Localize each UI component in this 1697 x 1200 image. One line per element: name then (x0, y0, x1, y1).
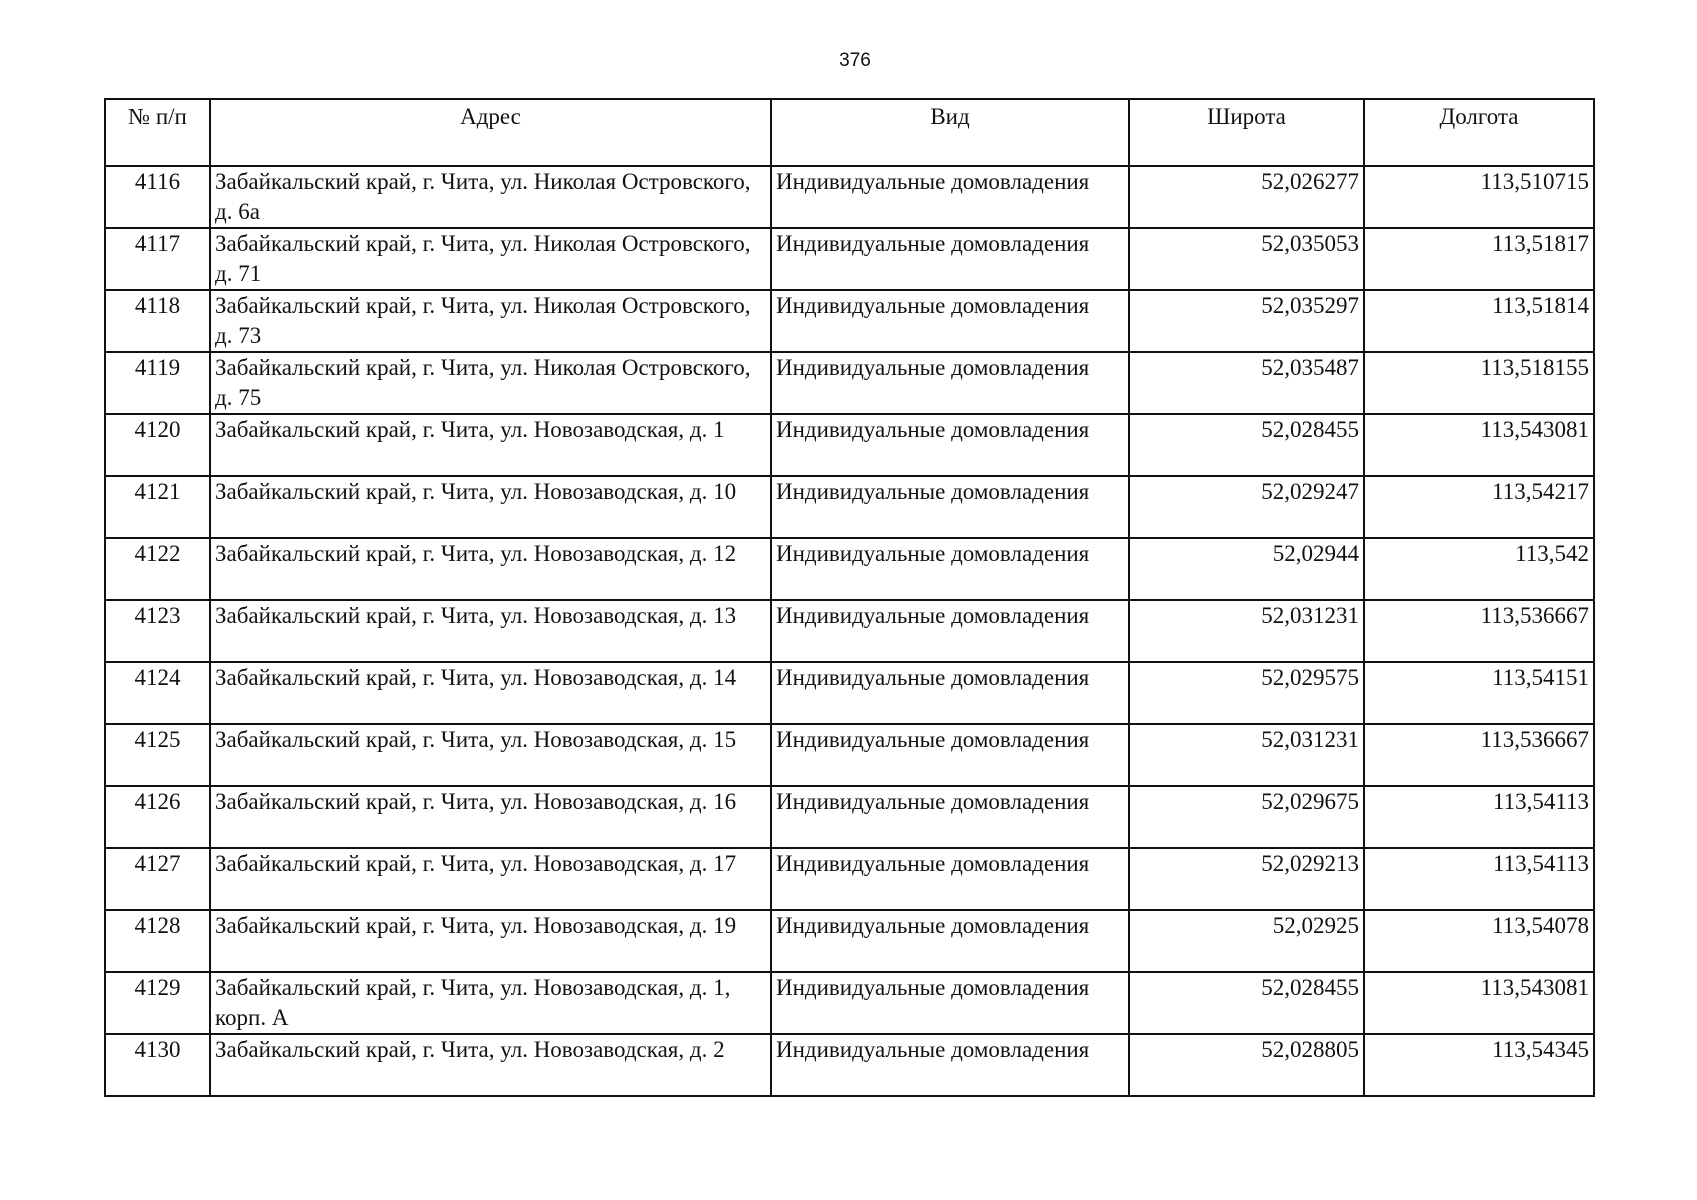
cell-longitude: 113,543081 (1364, 414, 1594, 476)
table-row (105, 166, 1594, 228)
cell-kind: Индивидуальные домовладения (771, 600, 1129, 662)
cell-longitude: 113,51814 (1364, 290, 1594, 352)
cell-kind: Индивидуальные домовладения (771, 724, 1129, 786)
cell-kind: Индивидуальные домовладения (771, 476, 1129, 538)
cell-number: 4117 (105, 228, 210, 290)
cell-kind: Индивидуальные домовладения (771, 290, 1129, 352)
cell-latitude: 52,028455 (1129, 972, 1364, 1034)
cell-address: Забайкальский край, г. Чита, ул. Новозаводская, д. 16 (210, 786, 771, 848)
cell-number: 4119 (105, 352, 210, 414)
cell-kind: Индивидуальные домовладения (771, 228, 1129, 290)
cell-latitude: 52,035487 (1129, 352, 1364, 414)
cell-number: 4128 (105, 910, 210, 972)
table-row (105, 290, 1594, 352)
cell-address: Забайкальский край, г. Чита, ул. Новозаводская, д. 19 (210, 910, 771, 972)
header-latitude: Широта (1129, 99, 1364, 166)
cell-latitude: 52,029247 (1129, 476, 1364, 538)
cell-number: 4124 (105, 662, 210, 724)
cell-address: Забайкальский край, г. Чита, ул. Новозаводская, д. 17 (210, 848, 771, 910)
page-number: 376 (839, 50, 871, 71)
cell-address: Забайкальский край, г. Чита, ул. Новозаводская, д. 1, корп. А (210, 972, 771, 1034)
cell-kind: Индивидуальные домовладения (771, 166, 1129, 228)
address-table (104, 98, 1595, 1097)
table-row (105, 724, 1594, 786)
table-row (105, 662, 1594, 724)
cell-latitude: 52,028805 (1129, 1034, 1364, 1096)
cell-number: 4130 (105, 1034, 210, 1096)
cell-number: 4121 (105, 476, 210, 538)
cell-latitude: 52,029675 (1129, 786, 1364, 848)
header-longitude: Долгота (1364, 99, 1594, 166)
table-row (105, 848, 1594, 910)
cell-address: Забайкальский край, г. Чита, ул. Новозаводская, д. 2 (210, 1034, 771, 1096)
cell-latitude: 52,031231 (1129, 600, 1364, 662)
cell-longitude: 113,542 (1364, 538, 1594, 600)
cell-address: Забайкальский край, г. Чита, ул. Новозаводская, д. 1 (210, 414, 771, 476)
cell-number: 4116 (105, 166, 210, 228)
cell-number: 4123 (105, 600, 210, 662)
cell-kind: Индивидуальные домовладения (771, 414, 1129, 476)
cell-number: 4125 (105, 724, 210, 786)
cell-latitude: 52,028455 (1129, 414, 1364, 476)
cell-latitude: 52,035053 (1129, 228, 1364, 290)
cell-longitude: 113,510715 (1364, 166, 1594, 228)
cell-number: 4129 (105, 972, 210, 1034)
table-row (105, 352, 1594, 414)
cell-longitude: 113,54151 (1364, 662, 1594, 724)
header-kind: Вид (771, 99, 1129, 166)
cell-kind: Индивидуальные домовладения (771, 538, 1129, 600)
cell-number: 4120 (105, 414, 210, 476)
table-header-row (105, 99, 1594, 166)
cell-kind: Индивидуальные домовладения (771, 910, 1129, 972)
cell-address: Забайкальский край, г. Чита, ул. Новозаводская, д. 15 (210, 724, 771, 786)
cell-address: Забайкальский край, г. Чита, ул. Николая Островского, д. 71 (210, 228, 771, 290)
table-row (105, 228, 1594, 290)
header-address: Адрес (210, 99, 771, 166)
cell-latitude: 52,02944 (1129, 538, 1364, 600)
cell-address: Забайкальский край, г. Чита, ул. Новозаводская, д. 10 (210, 476, 771, 538)
cell-longitude: 113,54113 (1364, 786, 1594, 848)
cell-longitude: 113,51817 (1364, 228, 1594, 290)
table-body (105, 166, 1594, 1096)
cell-longitude: 113,54345 (1364, 1034, 1594, 1096)
table-row (105, 476, 1594, 538)
header-number: № п/п (105, 99, 210, 166)
cell-latitude: 52,026277 (1129, 166, 1364, 228)
cell-longitude: 113,54078 (1364, 910, 1594, 972)
cell-latitude: 52,02925 (1129, 910, 1364, 972)
cell-address: Забайкальский край, г. Чита, ул. Новозаводская, д. 12 (210, 538, 771, 600)
cell-address: Забайкальский край, г. Чита, ул. Новозаводская, д. 14 (210, 662, 771, 724)
cell-kind: Индивидуальные домовладения (771, 848, 1129, 910)
cell-number: 4118 (105, 290, 210, 352)
cell-latitude: 52,035297 (1129, 290, 1364, 352)
cell-latitude: 52,029213 (1129, 848, 1364, 910)
cell-kind: Индивидуальные домовладения (771, 352, 1129, 414)
cell-address: Забайкальский край, г. Чита, ул. Николая Островского, д. 75 (210, 352, 771, 414)
cell-address: Забайкальский край, г. Чита, ул. Николая Островского, д. 73 (210, 290, 771, 352)
cell-kind: Индивидуальные домовладения (771, 786, 1129, 848)
cell-latitude: 52,029575 (1129, 662, 1364, 724)
cell-number: 4122 (105, 538, 210, 600)
table-row (105, 1034, 1594, 1096)
cell-longitude: 113,54113 (1364, 848, 1594, 910)
cell-longitude: 113,54217 (1364, 476, 1594, 538)
cell-longitude: 113,518155 (1364, 352, 1594, 414)
cell-latitude: 52,031231 (1129, 724, 1364, 786)
cell-kind: Индивидуальные домовладения (771, 1034, 1129, 1096)
table-row (105, 414, 1594, 476)
table-row (105, 538, 1594, 600)
cell-number: 4126 (105, 786, 210, 848)
table-row (105, 600, 1594, 662)
cell-longitude: 113,543081 (1364, 972, 1594, 1034)
cell-kind: Индивидуальные домовладения (771, 662, 1129, 724)
cell-address: Забайкальский край, г. Чита, ул. Новозаводская, д. 13 (210, 600, 771, 662)
cell-number: 4127 (105, 848, 210, 910)
table-row (105, 786, 1594, 848)
cell-kind: Индивидуальные домовладения (771, 972, 1129, 1034)
cell-address: Забайкальский край, г. Чита, ул. Николая Островского, д. 6а (210, 166, 771, 228)
table-row (105, 972, 1594, 1034)
cell-longitude: 113,536667 (1364, 724, 1594, 786)
cell-longitude: 113,536667 (1364, 600, 1594, 662)
table-row (105, 910, 1594, 972)
